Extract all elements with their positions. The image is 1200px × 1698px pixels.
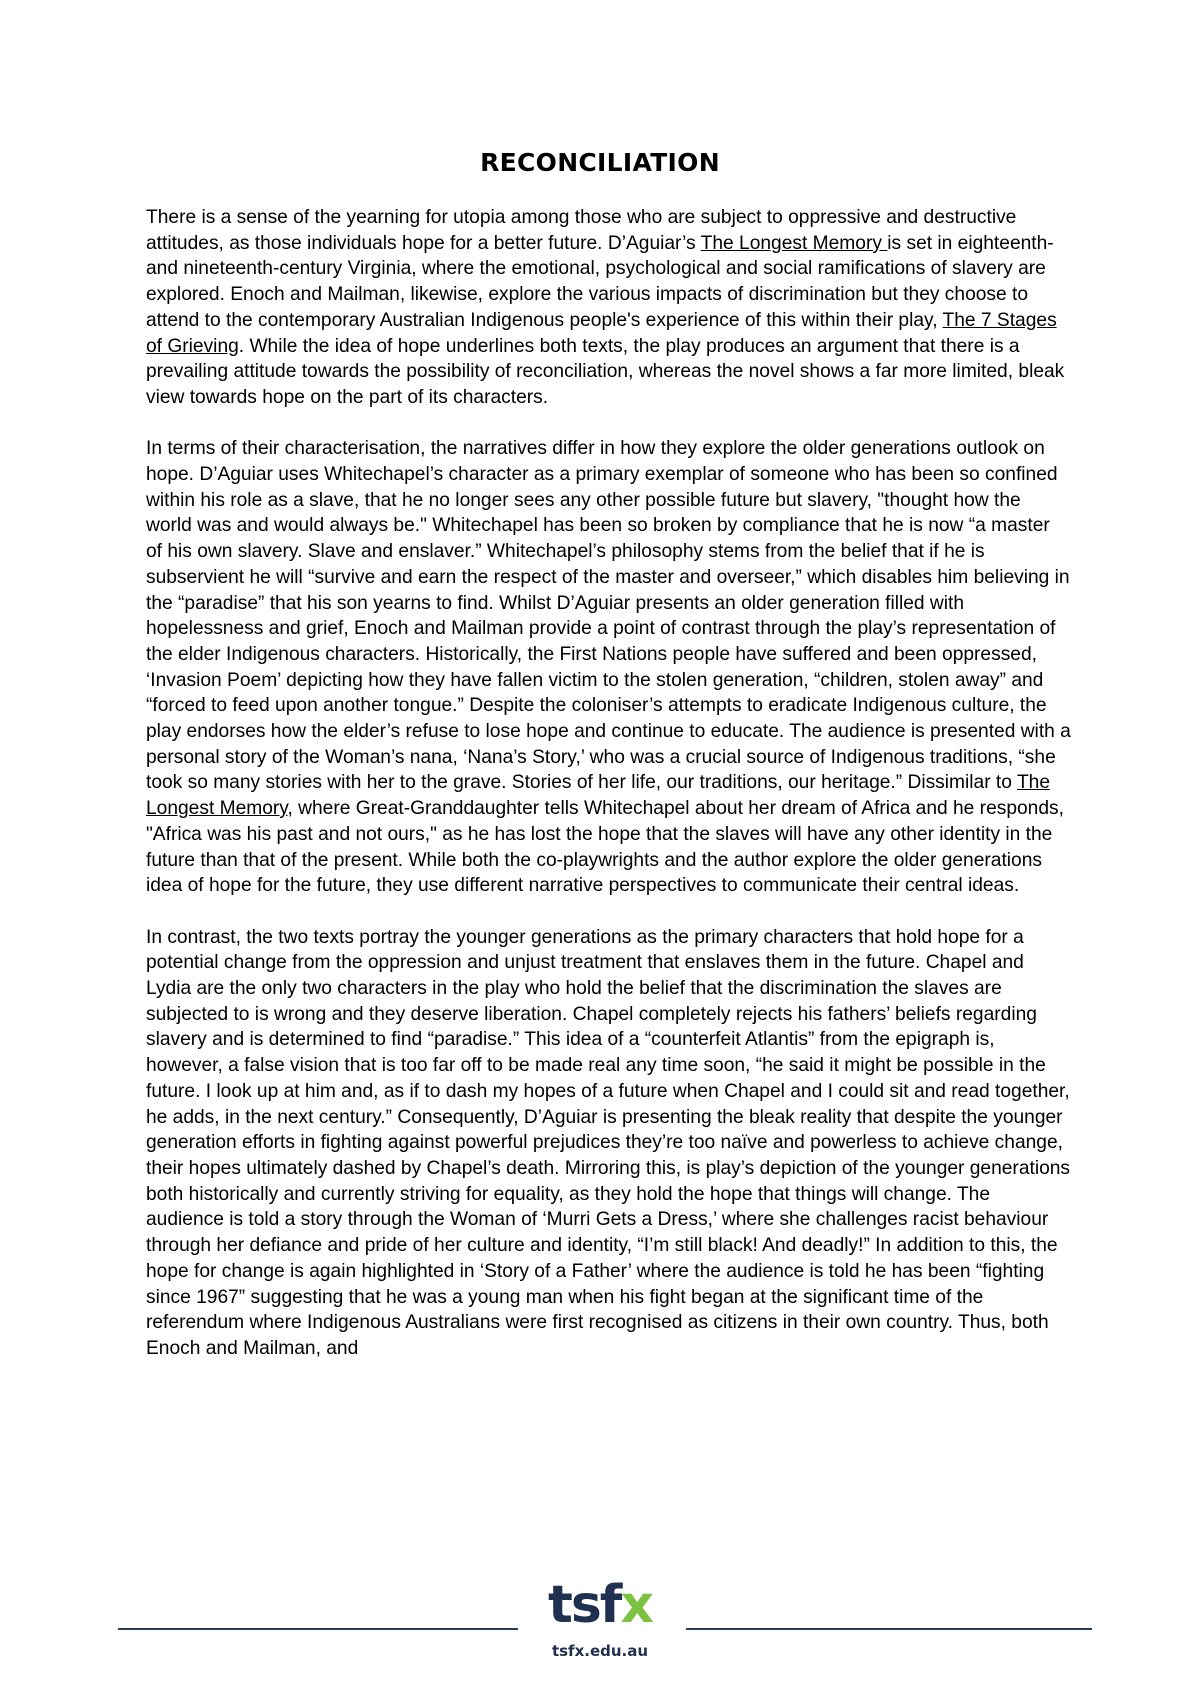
page-footer (0, 1570, 1200, 1680)
paragraph-3 (146, 925, 1071, 1362)
footer-rule-left (118, 1628, 518, 1630)
tsfx-logo (540, 1570, 660, 1680)
logo-main: tsf (548, 1575, 621, 1635)
title-reference: The Longest Memory (146, 772, 1051, 820)
document-body (146, 205, 1071, 1387)
logo-wordmark (540, 1570, 660, 1640)
title-reference: The Longest Memory (700, 232, 888, 254)
title-reference: The 7 Stages of Grieving (146, 309, 1057, 357)
logo-accent: x (620, 1575, 652, 1635)
text-segment: In terms of their characterisation, the narratives differ in how they explore the older generations outlook on hope. D’Aguiar uses Whitechapel’s character as a primary exemplar of someone who has been so confined within his role as a slave, that he no longer sees any other possible future but slavery, "thought how the world was and would always be." Whitechapel has been so broken by compliance that he is now “a master of his own slavery. Slave and enslaver.” Whitechapel’s philosophy stems from the belief that if he is subservient he will “survive and earn the respect of the master and overseer,” which disables him believing in the “paradise” that his son yearns to find. Whilst D’Aguiar presents an older generation filled with hopelessness and grief, Enoch and Mailman provide a point of contrast through the play’s representation of the elder Indigenous characters. Historically, the First Nations people have suffered and been oppressed, ‘Invasion Poem’ depicting how they have fallen victim to the stolen generation, “children, stolen away” and “forced to feed upon another tongue.” Despite the coloniser’s attempts to eradicate Indigenous culture, the play endorses how the elder’s refuse to lose hope and continue to educate. The audience is presented with a personal story of the Woman’s nana, ‘Nana’s Story,’ who was a crucial source of Indigenous traditions, “she took so many stories with her to the grave. Stories of her life, our traditions, our heritage.” Dissimilar to (146, 438, 1071, 794)
footer-rule-right (686, 1628, 1092, 1630)
paragraph-1 (146, 205, 1071, 411)
document-title: RECONCILIATION (480, 148, 720, 177)
text-segment: , where Great-Granddaughter tells Whitechapel about her dream of Africa and he responds, "Africa was his past and not ours," as he has lost the hope that the slaves will have any other identity in the future than that of the present. While both the co-playwrights and the author explore the older generations idea of hope for the future, they use different narrative perspectives to communicate their central ideas. (146, 798, 1064, 897)
text-segment: In contrast, the two texts portray the younger generations as the primary characters that hold hope for a potential change from the oppression and unjust treatment that enslaves them in the future. Chapel and Lydia are the only two characters in the play who hold the belief that the discrimination the slaves are subjected to is wrong and they deserve liberation. Chapel completely rejects his fathers’ beliefs regarding slavery and is determined to find “paradise.” This idea of a “counterfeit Atlantis” from the epigraph is, however, a false vision that is too far off to be made real any time soon, “he said it might be possible in the future. I look up at him and, as if to dash my hopes of a future when Chapel and I could sit and read together, he adds, in the next century.” Consequently, D’Aguiar is presenting the bleak reality that despite the younger generation efforts in fighting against powerful prejudices they’re too naïve and powerless to achieve change, their hopes ultimately dashed by Chapel’s death. Mirroring this, is play’s depiction of the younger generations both historically and currently striving for equality, as they hold the hope that things will change. The audience is told a story through the Woman of ‘Murri Gets a Dress,’ where she challenges racist behaviour through her defiance and pride of her culture and identity, “I’m still black! And deadly!” In addition to this, the hope for change is again highlighted in ‘Story of a Father’ where the audience is told he has been “fighting since 1967” suggesting that he was a young man when his fight began at the significant time of the referendum where Indigenous Australians were first recognised as citizens in their own country. Thus, both Enoch and Mailman, and (146, 926, 1071, 1359)
text-segment: is set in eighteenth- and nineteenth-century Virginia, where the emotional, psychological and social ramifications of slavery are explored. Enoch and Mailman, likewise, explore the various impacts of discrimination but they choose to attend to the contemporary Australian Indigenous people's experience of this within their play, (146, 232, 1054, 331)
paragraph-2 (146, 436, 1071, 899)
text-segment: There is a sense of the yearning for utopia among those who are subject to oppressive and destructive attitudes, as those individuals hope for a better future. D’Aguiar’s (146, 207, 1017, 254)
text-segment: . While the idea of hope underlines both texts, the play produces an argument that there is a prevailing attitude towards the possibility of reconciliation, whereas the novel shows a far more limited, bleak view towards hope on the part of its characters. (146, 335, 1065, 408)
footer-url: tsfx.edu.au (551, 1642, 649, 1660)
